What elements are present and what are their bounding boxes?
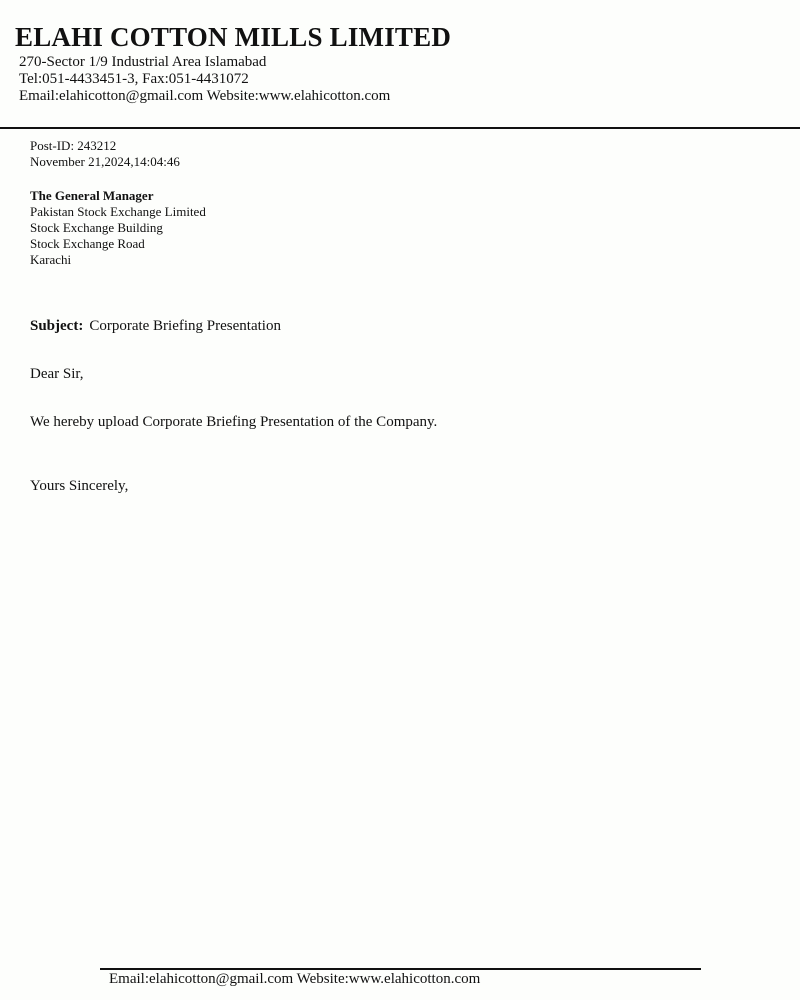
recipient-line: Pakistan Stock Exchange Limited [30, 204, 206, 219]
letter-body: We hereby upload Corporate Briefing Presentation of the Company. [30, 414, 438, 430]
recipient-block [30, 188, 206, 268]
salutation: Dear Sir, [30, 366, 84, 382]
subject-label: Subject: [30, 318, 84, 334]
letterhead [0, 0, 800, 128]
post-datetime: November 21,2024,14:04:46 [30, 154, 180, 169]
recipient-line: Stock Exchange Building [30, 220, 163, 235]
recipient-city: Karachi [30, 252, 72, 267]
recipient-line: Stock Exchange Road [30, 236, 145, 251]
header-divider [0, 127, 800, 129]
footer-contacts: Email:elahicotton@gmail.com Website:www.elahicotton.com [109, 971, 481, 987]
recipient-title: The General Manager [30, 188, 154, 203]
footer-divider [100, 968, 701, 970]
subject-text: Corporate Briefing Presentation [89, 318, 281, 334]
company-address: 270-Sector 1/9 Industrial Area Islamabad [19, 54, 267, 70]
company-phones: Tel:051-4433451-3, Fax:051-4431072 [19, 71, 249, 87]
company-name: ELAHI COTTON MILLS LIMITED [15, 22, 452, 52]
closing: Yours Sincerely, [30, 478, 129, 494]
subject-line [30, 318, 281, 335]
company-contacts: Email:elahicotton@gmail.com Website:www.elahicotton.com [19, 88, 391, 104]
post-id: Post-ID: 243212 [30, 138, 117, 153]
